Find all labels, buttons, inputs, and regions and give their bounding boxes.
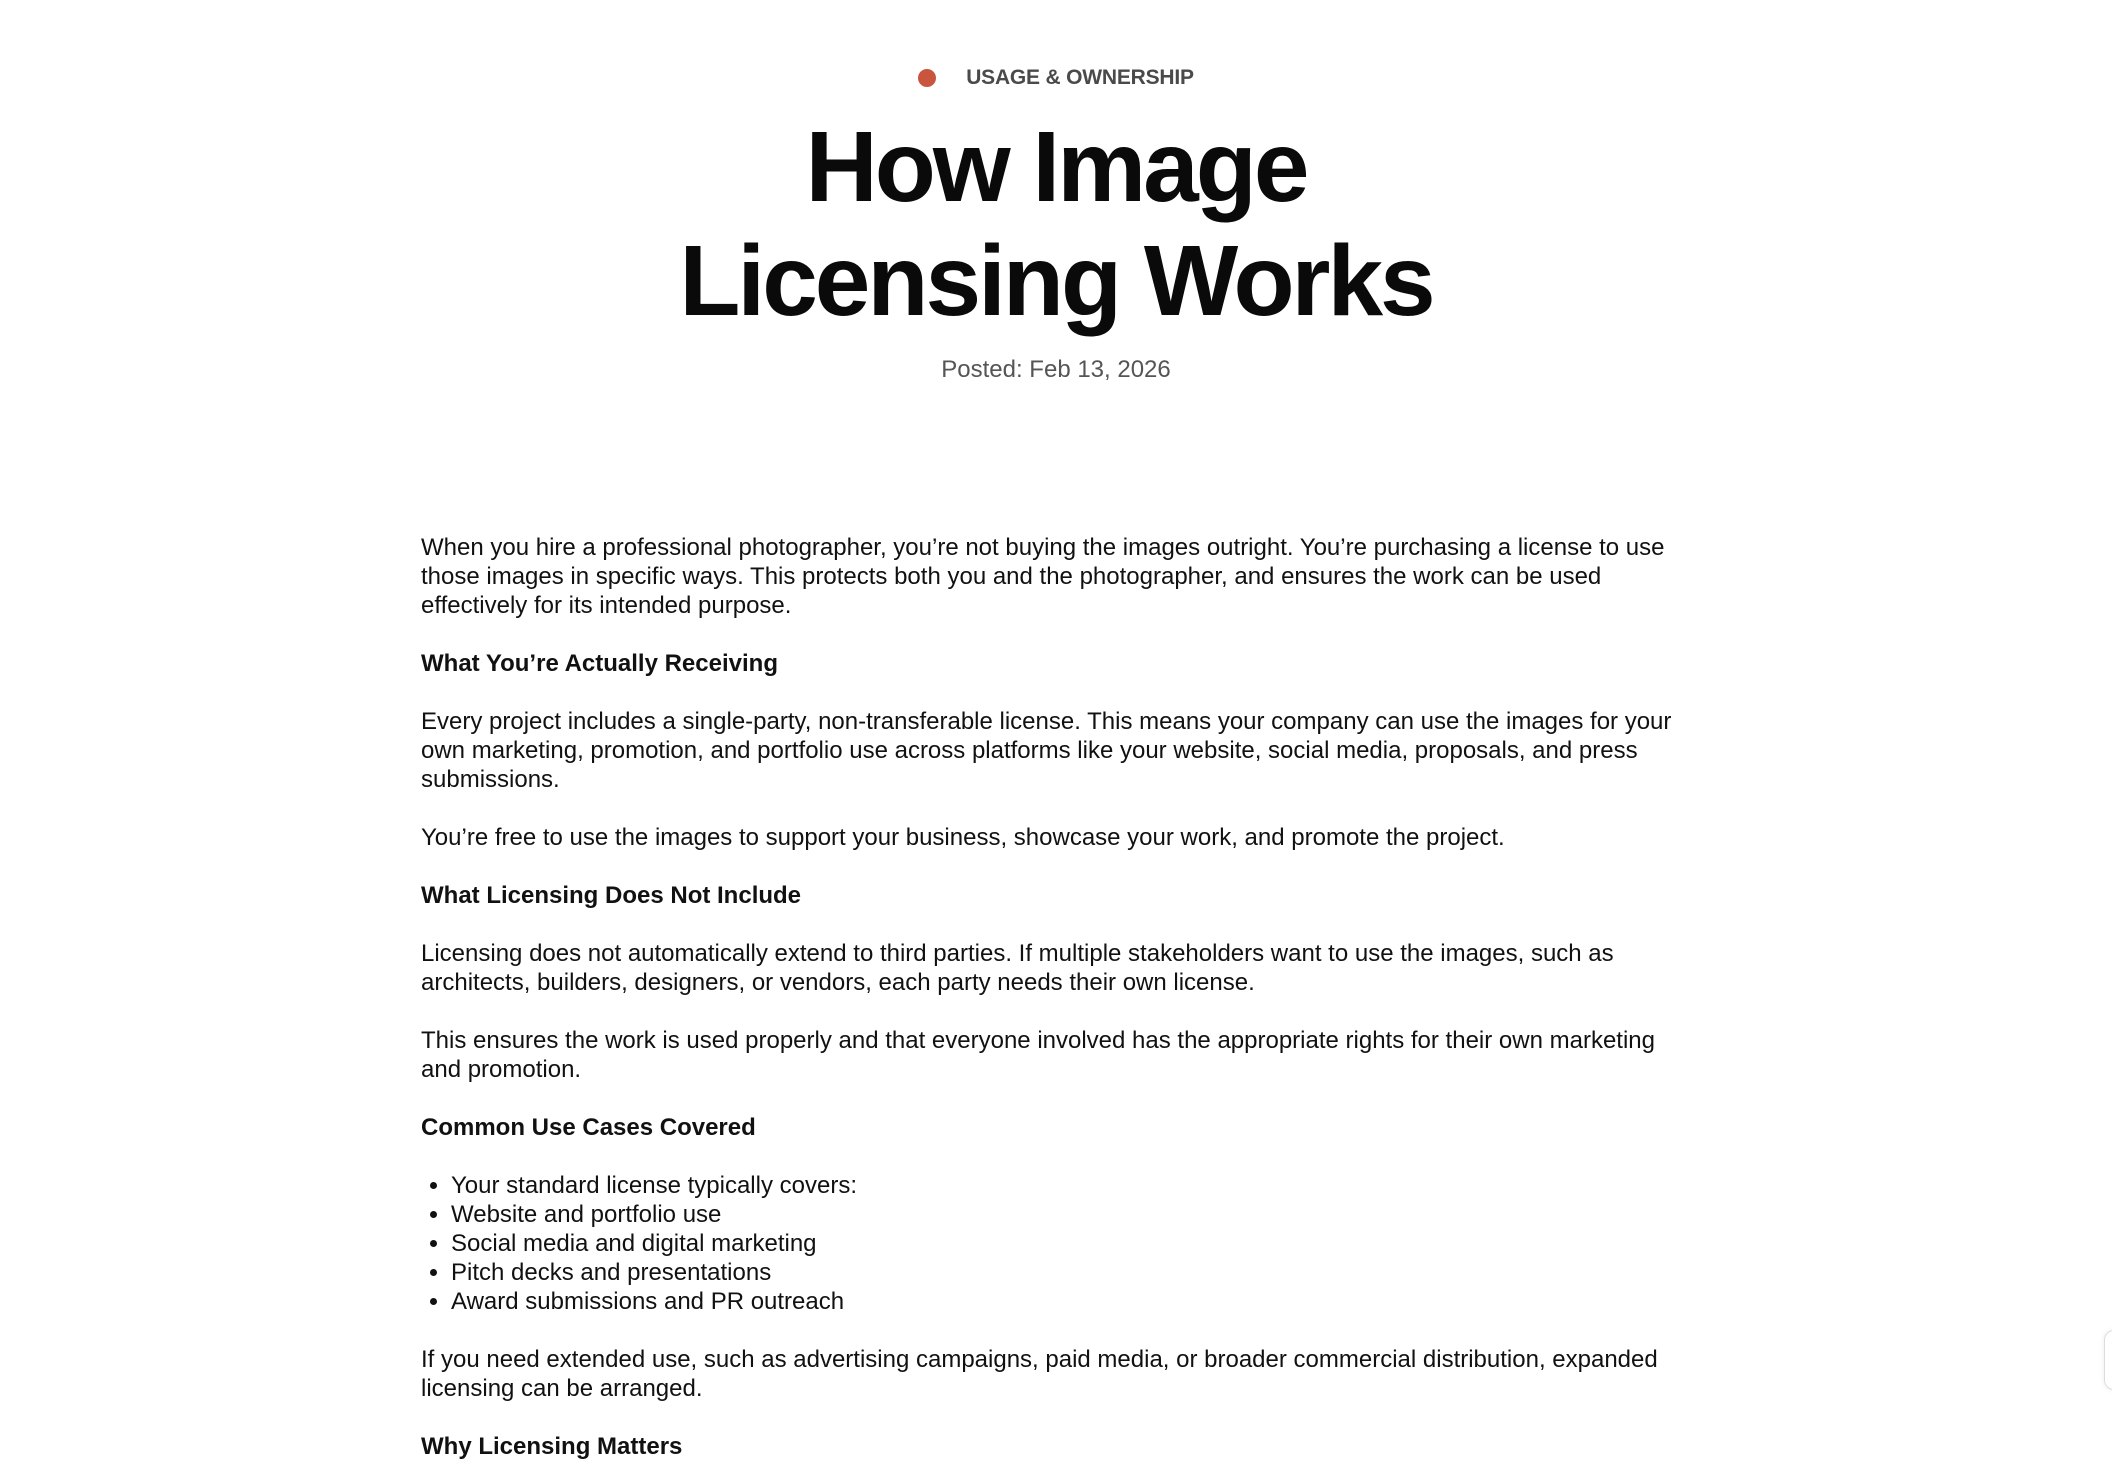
- section-heading-not-included: What Licensing Does Not Include: [421, 882, 802, 909]
- page-title-line-1: How Image: [805, 111, 1307, 223]
- paragraph: This ensures the work is used properly and that everyone involved has the appropriate rights for their own marketing and promotion.: [421, 1027, 1655, 1083]
- category-tag: [0, 66, 2112, 90]
- floating-widget-tab[interactable]: [2104, 1330, 2112, 1390]
- paragraph: If you need extended use, such as advertising campaigns, paid media, or broader commercial distribution, expanded licensing can be arranged.: [421, 1346, 1658, 1402]
- list-item: • Social media and digital marketing: [451, 1229, 1691, 1258]
- paragraph: Licensing does not automatically extend to third parties. If multiple stakeholders want to use the images, such as architects, builders, designers, or vendors, each party needs their own license.: [421, 940, 1614, 996]
- intro-paragraph: When you hire a professional photographer, you’re not buying the images outright. You’re purchasing a license to use those images in specific ways. This protects both you and the photographer, and ensures the work can be used effectively for its intended purpose.: [421, 534, 1665, 619]
- section-heading-use-cases: Common Use Cases Covered: [421, 1114, 756, 1141]
- section-heading-receiving: What You’re Actually Receiving: [421, 650, 778, 677]
- page-title-line-2: Licensing Works: [679, 225, 1433, 337]
- posted-date: Posted: Feb 13, 2026: [941, 356, 1171, 383]
- use-cases-list: [421, 1171, 1691, 1316]
- list-item: • Award submissions and PR outreach: [451, 1287, 1691, 1316]
- paragraph: You’re free to use the images to support your business, showcase your work, and promote the project.: [421, 824, 1505, 851]
- category-dot-icon: [918, 69, 936, 87]
- category-label: USAGE & OWNERSHIP: [966, 66, 1194, 89]
- article-body: [421, 533, 1691, 1482]
- list-item: • Your standard license typically covers:: [451, 1171, 1691, 1200]
- list-item: • Pitch decks and presentations: [451, 1258, 1691, 1287]
- list-item: • Website and portfolio use: [451, 1200, 1691, 1229]
- page-title: [0, 110, 2112, 338]
- paragraph: Every project includes a single-party, non-transferable license. This means your company can use the images for your own marketing, promotion, and portfolio use across platforms like your website, social media, proposals, and press submissions.: [421, 708, 1672, 793]
- section-heading-why-matters: Why Licensing Matters: [421, 1433, 683, 1460]
